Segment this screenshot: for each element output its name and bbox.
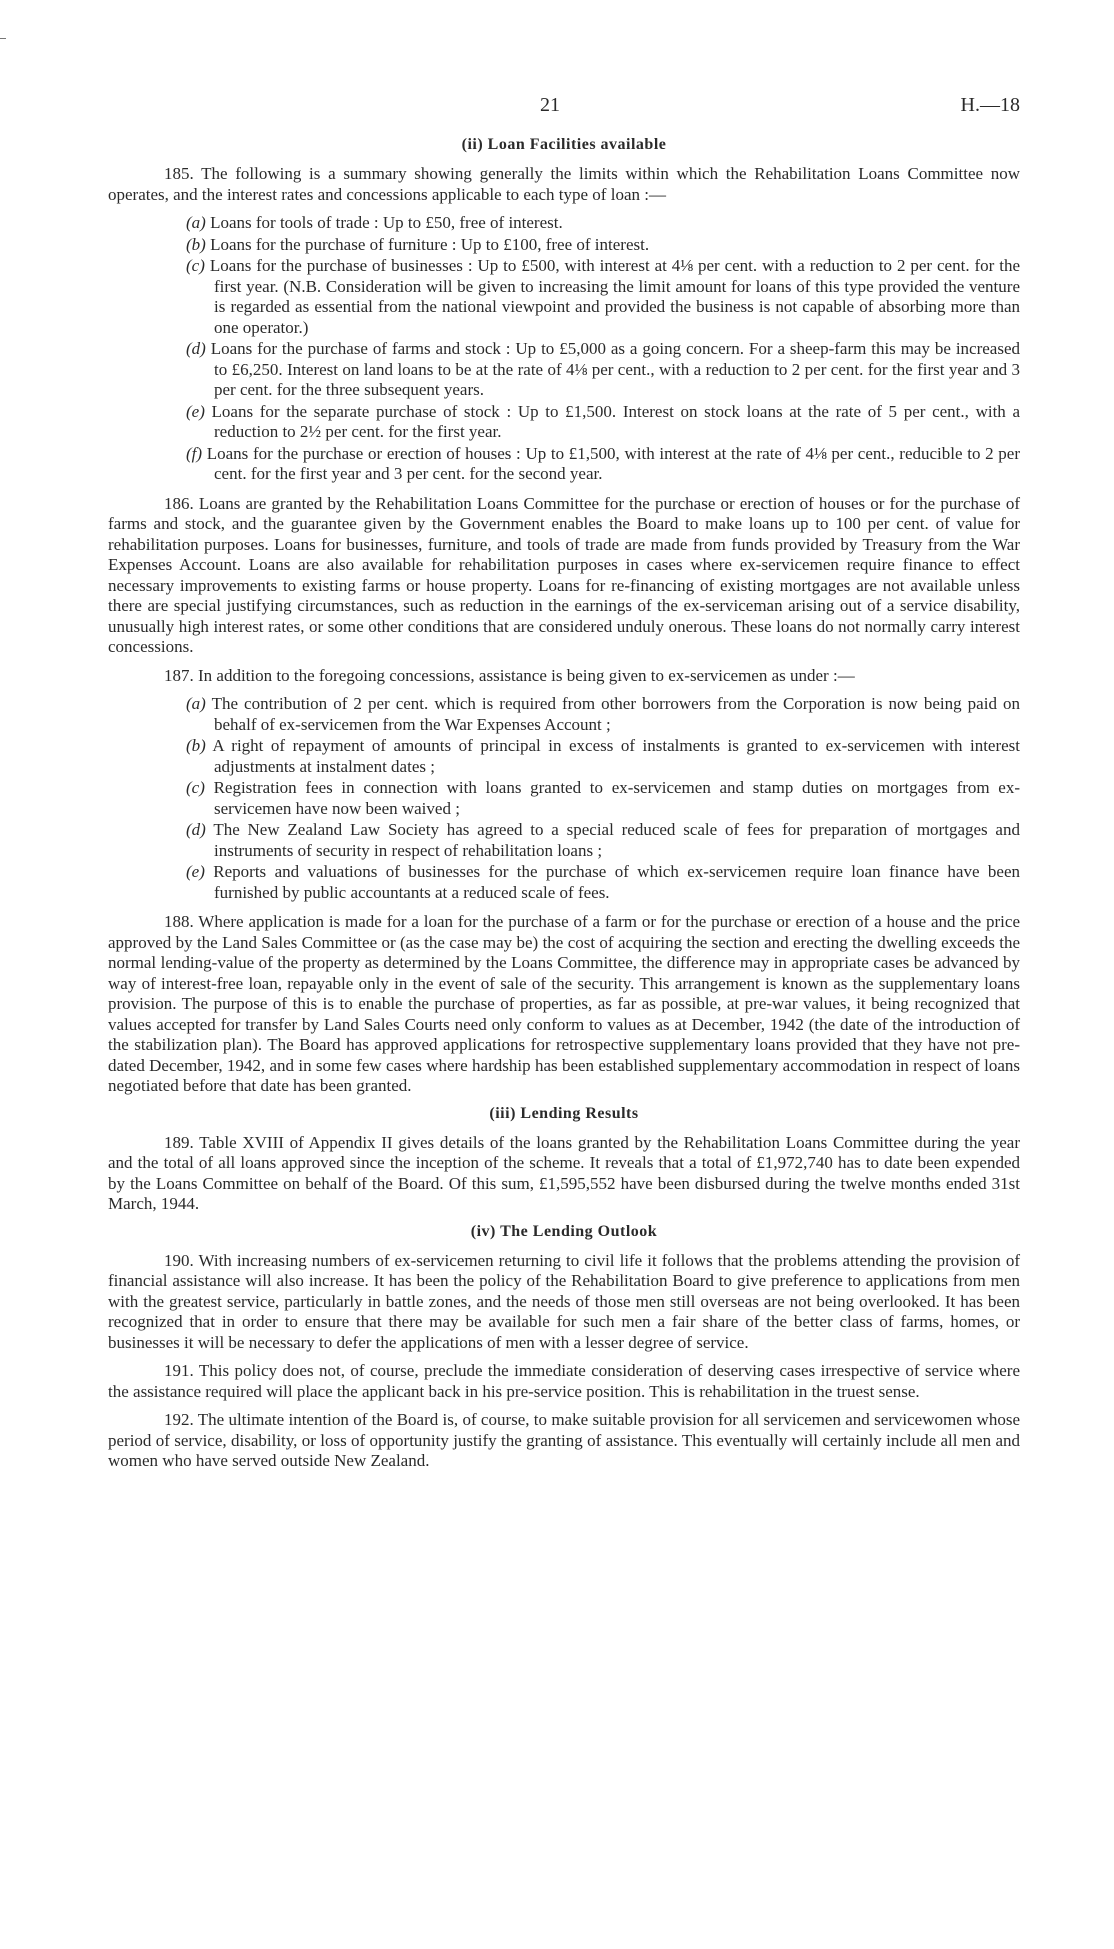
list-item <box>108 694 1020 735</box>
item-label: (c) <box>186 256 205 275</box>
item-text: The contribution of 2 per cent. which is required from other borrowers from the Corporation is now being paid on behalf of ex-servicemen from the War Expenses Account ; <box>211 694 1020 734</box>
document-section <box>108 1105 1020 1215</box>
paragraph: 187. In addition to the foregoing concessions, assistance is being given to ex-servicemen as under :— <box>164 665 855 685</box>
document-section <box>108 1223 1020 1472</box>
item-label: (d) <box>186 820 206 839</box>
item-label: (e) <box>186 401 205 421</box>
paragraph: 185. The following is a summary showing generally the limits within which the Rehabilitation Loans Committee now operates, and the interest rates and concessions applicable to each type of loan :— <box>108 164 1020 204</box>
list-item <box>108 820 1020 861</box>
item-text: Loans for the purchase of furniture : Up to £100, free of interest. <box>210 234 650 254</box>
item-text: Reports and valuations of businesses for the purchase of which ex-servicemen require loan finance have been furnished by public accountants at a reduced scale of fees. <box>213 862 1020 902</box>
document-reference: H.—18 <box>960 94 1020 116</box>
item-text: The New Zealand Law Society has agreed to a special reduced scale of fees for preparation of mortgages and instruments of security in respect of rehabilitation loans ; <box>213 820 1020 860</box>
item-label: (f) <box>186 443 203 463</box>
page-number: 21 <box>540 94 560 116</box>
item-list <box>108 694 1020 903</box>
paragraph: 192. The ultimate intention of the Board is, of course, to make suitable provision for all servicemen and servicewomen whose period of service, disability, or loss of opportunity justify the granting of assistance. This eventually will certainly include all men and women who have served outside New Zealand. <box>108 1410 1020 1470</box>
document-body <box>108 136 1020 1472</box>
paragraph: 189. Table XVIII of Appendix II gives details of the loans granted by the Rehabilitation Loans Committee during the year and the total of all loans approved since the inception of the scheme. It reveals that a total of £1,972,740 has to date been expended by the Loans Committee on behalf of the Board. Of this sum, £1,595,552 have been disbursed during the twelve months ended 31st March, 1944. <box>108 1132 1020 1213</box>
page-header <box>108 94 1020 128</box>
list-item <box>108 213 1020 234</box>
list-item <box>108 862 1020 903</box>
item-text: Loans for the purchase of farms and stock : Up to £5,000 as a going concern. For a sheep-farm this may be increased to £6,250. Interest on land loans to be at the rate of 4⅛ per cent., with a reduction to 2 per cent. for the first year and 3 per cent. for the three subsequent years. <box>210 339 1020 399</box>
item-text: Registration fees in connection with loans granted to ex-servicemen and stamp duties on mortgages from ex-servicemen have now been waived ; <box>213 778 1021 818</box>
item-text: A right of repayment of amounts of principal in excess of instalments is granted to ex-servicemen with interest adjustments at instalment dates ; <box>212 736 1021 776</box>
paragraph: 191. This policy does not, of course, preclude the immediate consideration of deserving cases irrespective of service where the assistance required will place the applicant back in his pre-service position. This is rehabilitation in the truest sense. <box>108 1361 1020 1401</box>
item-label: (c) <box>186 778 205 797</box>
document-page <box>108 94 1020 1480</box>
section-heading: (iii) Lending Results <box>489 1104 639 1122</box>
item-label: (b) <box>186 234 206 254</box>
margin-mark <box>0 38 6 39</box>
list-item <box>108 235 1020 256</box>
item-label: (e) <box>186 862 205 881</box>
item-text: Loans for the separate purchase of stock : Up to £1,500. Interest on stock loans at the rate of 5 per cent., with a reduction to 2½ per cent. for the first year. <box>211 401 1020 441</box>
item-label: (a) <box>186 694 206 713</box>
item-label: (b) <box>186 736 206 755</box>
list-item <box>108 402 1020 443</box>
section-heading: (iv) The Lending Outlook <box>470 1222 658 1240</box>
document-section <box>108 136 1020 1097</box>
section-heading: (ii) Loan Facilities available <box>461 136 667 153</box>
list-item <box>108 736 1020 777</box>
list-item <box>108 778 1020 819</box>
paragraph: 188. Where application is made for a loan for the purchase of a farm or for the purchase or erection of a house and the price approved by the Land Sales Committee or (as the case may be) the cost of acquiring the section and erecting the dwelling exceeds the normal lending-value of the property as determined by the Loans Committee, the difference may in appropriate cases be advanced by way of interest-free loan, repayable only in the event of sale of the security. This arrangement is known as the supplementary loans provision. The purpose of this is to enable the purchase of properties, as far as possible, at pre-war values, it being recognized that values accepted for transfer by Land Sales Courts need only conform to values as at December, 1942 (the date of the introduction of the stabilization plan). The Board has approved applications for retrospective supplementary loans provided that they have not pre-dated December, 1942, and in some few cases where hardship has been established supplementary accommodation in respect of loans negotiated before that date has been granted. <box>108 912 1020 1095</box>
item-text: Loans for tools of trade : Up to £50, free of interest. <box>210 213 563 232</box>
item-text: Loans for the purchase of businesses : Up to £500, with interest at 4⅛ per cent. with a reduction to 2 per cent. for the first year. (N.B. Consideration will be given to increasing the limit amount for loans of this type provided the venture is regarded as essential from the national viewpoint and provided the business is not capable of absorbing more than one operator.) <box>209 256 1021 337</box>
item-label: (a) <box>186 213 206 232</box>
list-item <box>108 339 1020 401</box>
list-item <box>108 444 1020 485</box>
item-list <box>108 213 1020 485</box>
paragraph: 186. Loans are granted by the Rehabilitation Loans Committee for the purchase or erection of houses or for the purchase of farms and stock, and the guarantee given by the Government enables the Board to make loans up to 100 per cent. of value for rehabilitation purposes. Loans for businesses, furniture, and tools of trade are made from funds provided by Treasury from the War Expenses Account. Loans are also available for rehabilitation purposes in cases where ex-servicemen require finance to effect necessary improvements to existing farms or house property. Loans for re-financing of existing mortgages are not available unless there are special justifying circumstances, such as reduction in the earnings of the ex-serviceman arising out of a service disability, unusually high interest rates, or some other conditions that are considered unduly onerous. These loans do not normally carry interest concessions. <box>108 493 1020 656</box>
paragraph: 190. With increasing numbers of ex-servicemen returning to civil life it follows that the problems attending the provision of financial assistance will also increase. It has been the policy of the Rehabilitation Board to give preference to applications from men with the greatest service, particularly in battle zones, and the needs of those men still overseas are not being overlooked. It has been recognized that in order to ensure that there may be available for such men a fair share of the better class of farms, homes, or businesses it will be necessary to defer the applications of men with a lesser degree of service. <box>108 1250 1020 1352</box>
item-text: Loans for the purchase or erection of houses : Up to £1,500, with interest at the rate of 4⅛ per cent., reducible to 2 per cent. for the first year and 3 per cent. for the second year. <box>206 443 1021 483</box>
item-label: (d) <box>186 339 206 358</box>
list-item <box>108 256 1020 338</box>
